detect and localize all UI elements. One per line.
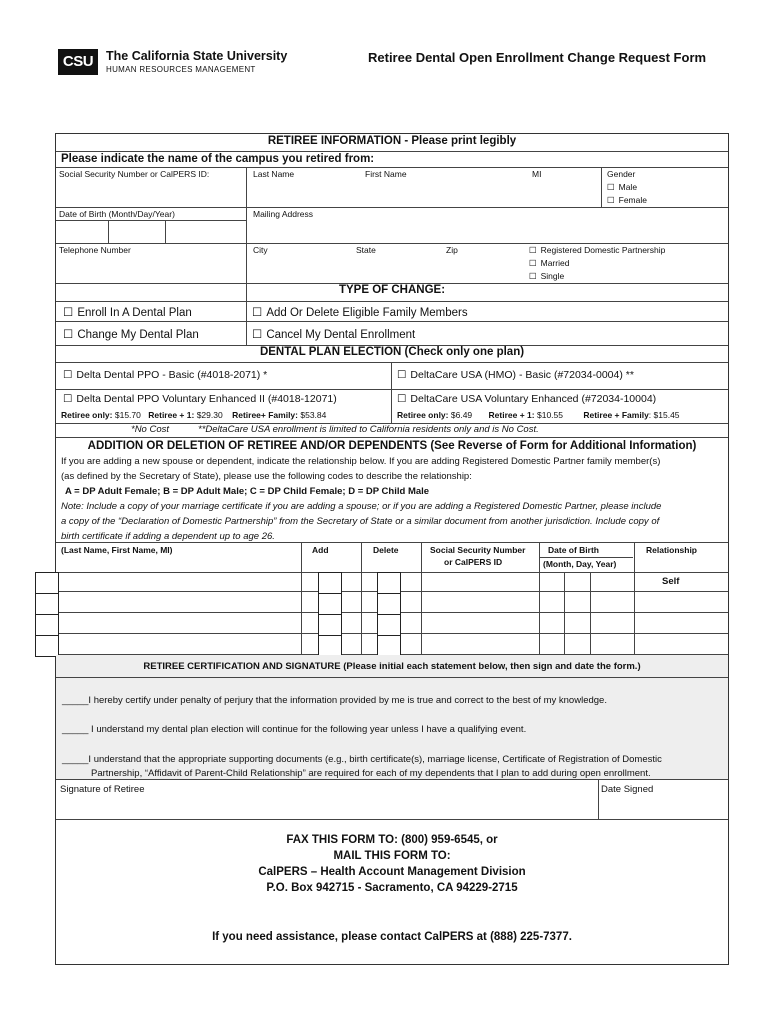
cancel-checkbox[interactable]: ☐ Cancel My Dental Enrollment xyxy=(252,327,415,341)
ssn-label: Social Security Number or CalPERS ID: xyxy=(59,169,210,179)
plan-election-title: DENTAL PLAN ELECTION (Check only one plan) xyxy=(259,346,525,358)
rate-value: $29.30 xyxy=(196,410,223,420)
mi-label: MI xyxy=(532,169,542,179)
male-checkbox[interactable]: ☐ Male xyxy=(607,182,637,193)
department-name: HUMAN RESOURCES MANAGEMENT xyxy=(106,65,256,74)
calpers-division: CalPERS – Health Account Management Division xyxy=(258,866,526,878)
rate-label: Retiree + 1: xyxy=(148,410,195,420)
date-signed-label[interactable]: Date Signed xyxy=(601,784,654,795)
zip-label: Zip xyxy=(446,245,458,255)
enrollment-form xyxy=(55,133,729,965)
add-checkbox-2[interactable] xyxy=(318,593,342,615)
relationship-codes: A = DP Adult Female; B = DP Adult Male; C = DP Child Female; D = DP Child Male xyxy=(65,486,430,497)
certification-statement-3[interactable]: _____I understand that the appropriate supporting documents (e.g., birth certificate(s), marriage license, Certificate of Registration of Domestic xyxy=(62,754,662,765)
last-name-label: Last Name xyxy=(253,169,295,179)
fax-instructions: FAX THIS FORM TO: (800) 959-6545, or xyxy=(286,834,498,846)
certification-title: RETIREE CERTIFICATION AND SIGNATURE (Please initial each statement below, then sign and date the form.) xyxy=(143,661,641,672)
delete-checkbox-1[interactable] xyxy=(377,572,401,594)
married-checkbox[interactable]: ☐ Married xyxy=(529,258,569,269)
rate-value: $53.84 xyxy=(300,410,327,420)
row-2-marker[interactable] xyxy=(35,593,59,615)
add-checkbox-3[interactable] xyxy=(318,614,342,636)
rate-value: : $15.45 xyxy=(648,410,680,420)
col-relationship: Relationship xyxy=(646,545,698,555)
ppo-voluntary-checkbox[interactable]: ☐ Delta Dental PPO Voluntary Enhanced II (#4018-12071) xyxy=(63,393,337,405)
dependents-instructions-2: (as defined by the Secretary of State), please use the following codes to describe the relationship: xyxy=(61,471,472,482)
rate-value: $6.49 xyxy=(450,410,473,420)
hmo-residency-note: **DeltaCare USA enrollment is limited to California residents only and is No Cost. xyxy=(198,424,539,435)
enroll-checkbox[interactable]: ☐ Enroll In A Dental Plan xyxy=(63,305,192,319)
rate-label: Retiree + 1: xyxy=(488,410,535,420)
dependents-note-1: Note: Include a copy of your marriage certificate if you are adding a spouse; or if you are adding a Registered Domestic Partner, please include xyxy=(61,501,662,512)
delete-checkbox-2[interactable] xyxy=(377,593,401,615)
city-label: City xyxy=(253,245,268,255)
dob-label: Date of Birth (Month/Day/Year) xyxy=(59,209,175,219)
rate-label: Retiree + Family xyxy=(583,410,649,420)
add-delete-checkbox[interactable]: ☐ Add Or Delete Eligible Family Members xyxy=(252,305,468,319)
col-ssn: Social Security Number xyxy=(430,545,526,555)
col-delete: Delete xyxy=(373,545,399,555)
ppo-rates xyxy=(61,410,326,420)
first-name-label: First Name xyxy=(365,169,407,179)
row-4-marker[interactable] xyxy=(35,635,59,657)
state-label: State xyxy=(356,245,376,255)
certification-statement-2[interactable]: _____ I understand my dental plan election will continue for the following year unless I have a qualifying event. xyxy=(62,724,527,735)
hmo-voluntary-checkbox[interactable]: ☐ DeltaCare USA Voluntary Enhanced (#72034-10004) xyxy=(397,393,656,405)
rate-label: Retiree+ Family: xyxy=(232,410,298,420)
dependents-instructions-1: If you are adding a new spouse or dependent, indicate the relationship below. If you are adding Registered Domestic Partner family member(s) xyxy=(61,456,661,467)
certification-statement-1[interactable]: _____I hereby certify under penalty of perjury that the information provided by me is true and correct to the best of my knowledge. xyxy=(62,695,607,706)
assistance-contact: If you need assistance, please contact CalPERS at (888) 225-7377. xyxy=(212,931,572,943)
delete-checkbox-4[interactable] xyxy=(377,635,401,657)
university-name: The California State University xyxy=(106,49,288,63)
mail-instructions: MAIL THIS FORM TO: xyxy=(333,850,451,862)
rate-value: $15.70 xyxy=(114,410,141,420)
rdp-checkbox[interactable]: ☐ Registered Domestic Partnership xyxy=(529,245,665,256)
add-checkbox-1[interactable] xyxy=(318,572,342,594)
signature-label[interactable]: Signature of Retiree xyxy=(60,784,145,795)
self-label: Self xyxy=(662,576,680,587)
retiree-info-title: RETIREE INFORMATION - Please print legibly xyxy=(267,135,517,147)
col-name: (Last Name, First Name, MI) xyxy=(61,545,173,555)
dependents-note-3: birth certificate if adding a dependent up to age 26. xyxy=(61,531,275,542)
rate-label: Retiree only: xyxy=(61,410,113,420)
mailing-address: P.O. Box 942715 - Sacramento, CA 94229-2715 xyxy=(266,882,518,894)
col-ssn-sub: or CalPERS ID xyxy=(444,557,503,567)
dependents-note-2: a copy of the “Declaration of Domestic Partnership” from the Secretary of State or a similar document from another jurisdiction. Include copy of xyxy=(61,516,660,527)
single-checkbox[interactable]: ☐ Single xyxy=(529,271,564,282)
gender-label: Gender xyxy=(607,169,636,179)
add-checkbox-4[interactable] xyxy=(318,635,342,657)
type-of-change-title: TYPE OF CHANGE: xyxy=(338,284,446,296)
col-add: Add xyxy=(312,545,329,555)
hmo-rates xyxy=(397,410,680,420)
female-checkbox[interactable]: ☐ Female xyxy=(607,195,647,206)
mailing-address-label: Mailing Address xyxy=(253,209,314,219)
no-cost-note: *No Cost xyxy=(131,424,170,435)
hmo-basic-checkbox[interactable]: ☐ DeltaCare USA (HMO) - Basic (#72034-0004) ** xyxy=(397,369,634,381)
campus-prompt[interactable]: Please indicate the name of the campus you retired from: xyxy=(61,153,375,165)
row-1-marker[interactable] xyxy=(35,572,59,594)
col-dob: Date of Birth xyxy=(548,545,599,555)
csu-logo: CSU xyxy=(58,49,98,75)
certification-statement-3-cont: Partnership, “Affidavit of Parent-Child Relationship” are required for each of my dependents that I plan to add during open enrollment. xyxy=(91,768,651,779)
delete-checkbox-3[interactable] xyxy=(377,614,401,636)
col-dob-sub: (Month, Day, Year) xyxy=(543,559,617,569)
dependents-title: ADDITION OR DELETION OF RETIREE AND/OR DEPENDENTS (See Reverse of Form for Additional Information) xyxy=(87,440,697,452)
row-3-marker[interactable] xyxy=(35,614,59,636)
ppo-basic-checkbox[interactable]: ☐ Delta Dental PPO - Basic (#4018-2071) * xyxy=(63,369,267,381)
form-title: Retiree Dental Open Enrollment Change Request Form xyxy=(368,50,707,65)
change-plan-checkbox[interactable]: ☐ Change My Dental Plan xyxy=(63,327,199,341)
rate-value: $10.55 xyxy=(536,410,563,420)
rate-label: Retiree only: xyxy=(397,410,449,420)
telephone-label: Telephone Number xyxy=(59,245,131,255)
